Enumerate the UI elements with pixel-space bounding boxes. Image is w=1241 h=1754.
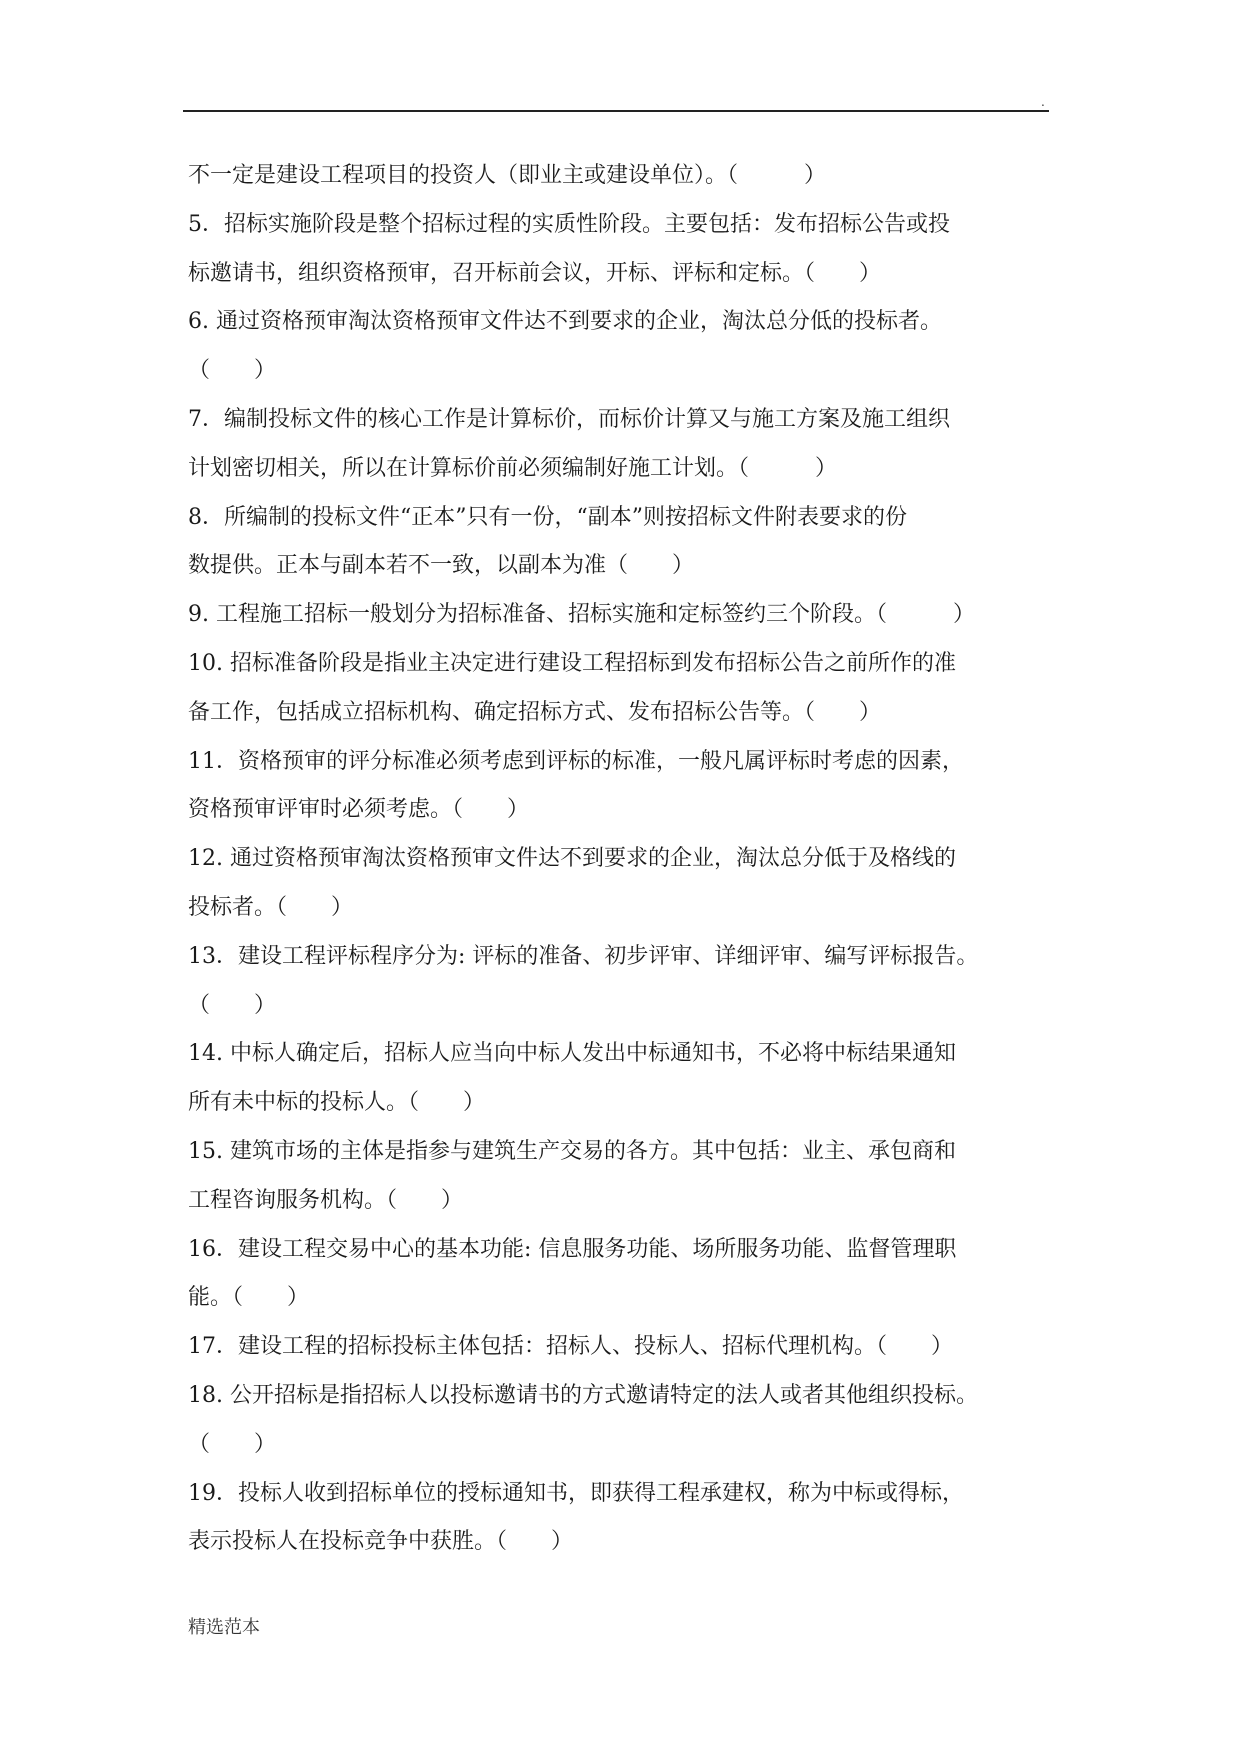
header-mark: . xyxy=(1041,95,1045,109)
text-line: 18. 公开招标是指招标人以投标邀请书的方式邀请特定的法人或者其他组织投标。 xyxy=(188,1382,978,1408)
text-line: 8．所编制的投标文件“正本”只有一份，“副本”则按招标文件附表要求的份 xyxy=(188,504,907,530)
text-line: 17．建设工程的招标投标主体包括：招标人、投标人、招标代理机构。（ ） xyxy=(188,1334,953,1360)
text-line: 5．招标实施阶段是整个招标过程的实质性阶段。主要包括：发布招标公告或投 xyxy=(188,211,950,237)
text-line: 表示投标人在投标竞争中获胜。（ ） xyxy=(188,1529,574,1555)
text-line: 12. 通过资格预审淘汰资格预审文件达不到要求的企业，淘汰总分低于及格线的 xyxy=(188,846,956,872)
text-line: 6. 通过资格预审淘汰资格预审文件达不到要求的企业，淘汰总分低的投标者。 xyxy=(188,309,942,335)
text-line: 数提供。正本与副本若不一致，以副本为准（ ） xyxy=(188,553,695,579)
question-list xyxy=(188,152,1058,1567)
text-line: （ ） xyxy=(188,1431,277,1457)
text-line: 投标者。（ ） xyxy=(188,894,354,920)
text-line: 所有未中标的投标人。（ ） xyxy=(188,1090,486,1116)
text-line: 10. 招标准备阶段是指业主决定进行建设工程招标到发布招标公告之前所作的准 xyxy=(188,650,956,676)
text-line: 计划密切相关，所以在计算标价前必须编制好施工计划。（ ） xyxy=(188,455,838,481)
text-line: 11．资格预审的评分标准必须考虑到评标的标准，一般凡属评标时考虑的因素， xyxy=(188,748,964,774)
text-line: 标邀请书，组织资格预审，召开标前会议，开标、评标和定标。（ ） xyxy=(188,260,882,286)
text-line: 14. 中标人确定后，招标人应当向中标人发出中标通知书，不必将中标结果通知 xyxy=(188,1041,956,1067)
text-line: 资格预审评审时必须考虑。（ ） xyxy=(188,797,530,823)
footer-label: 精选范本 xyxy=(188,1617,260,1638)
text-line: 工程咨询服务机构。（ ） xyxy=(188,1187,464,1213)
text-line: 15. 建筑市场的主体是指参与建筑生产交易的各方。其中包括：业主、承包商和 xyxy=(188,1138,956,1164)
text-line: （ ） xyxy=(188,358,277,384)
text-line: 备工作，包括成立招标机构、确定招标方式、发布招标公告等。（ ） xyxy=(188,699,882,725)
text-line: 13．建设工程评标程序分为: 评标的准备、初步评审、详细评审、编写评标报告。 xyxy=(188,943,979,969)
text-line: 不一定是建设工程项目的投资人（即业主或建设单位）。（ ） xyxy=(188,163,827,188)
text-line: （ ） xyxy=(188,992,277,1018)
text-line: 9. 工程施工招标一般划分为招标准备、招标实施和定标签约三个阶段。（ ） xyxy=(188,602,975,628)
text-line: 19．投标人收到招标单位的授标通知书，即获得工程承建权，称为中标或得标， xyxy=(188,1480,964,1506)
text-line: 能。（ ） xyxy=(188,1285,310,1311)
text-line: 16．建设工程交易中心的基本功能: 信息服务功能、场所服务功能、监督管理职 xyxy=(188,1236,957,1262)
header-rule xyxy=(183,110,1049,112)
text-line: 7．编制投标文件的核心工作是计算标价，而标价计算又与施工方案及施工组织 xyxy=(188,406,950,432)
